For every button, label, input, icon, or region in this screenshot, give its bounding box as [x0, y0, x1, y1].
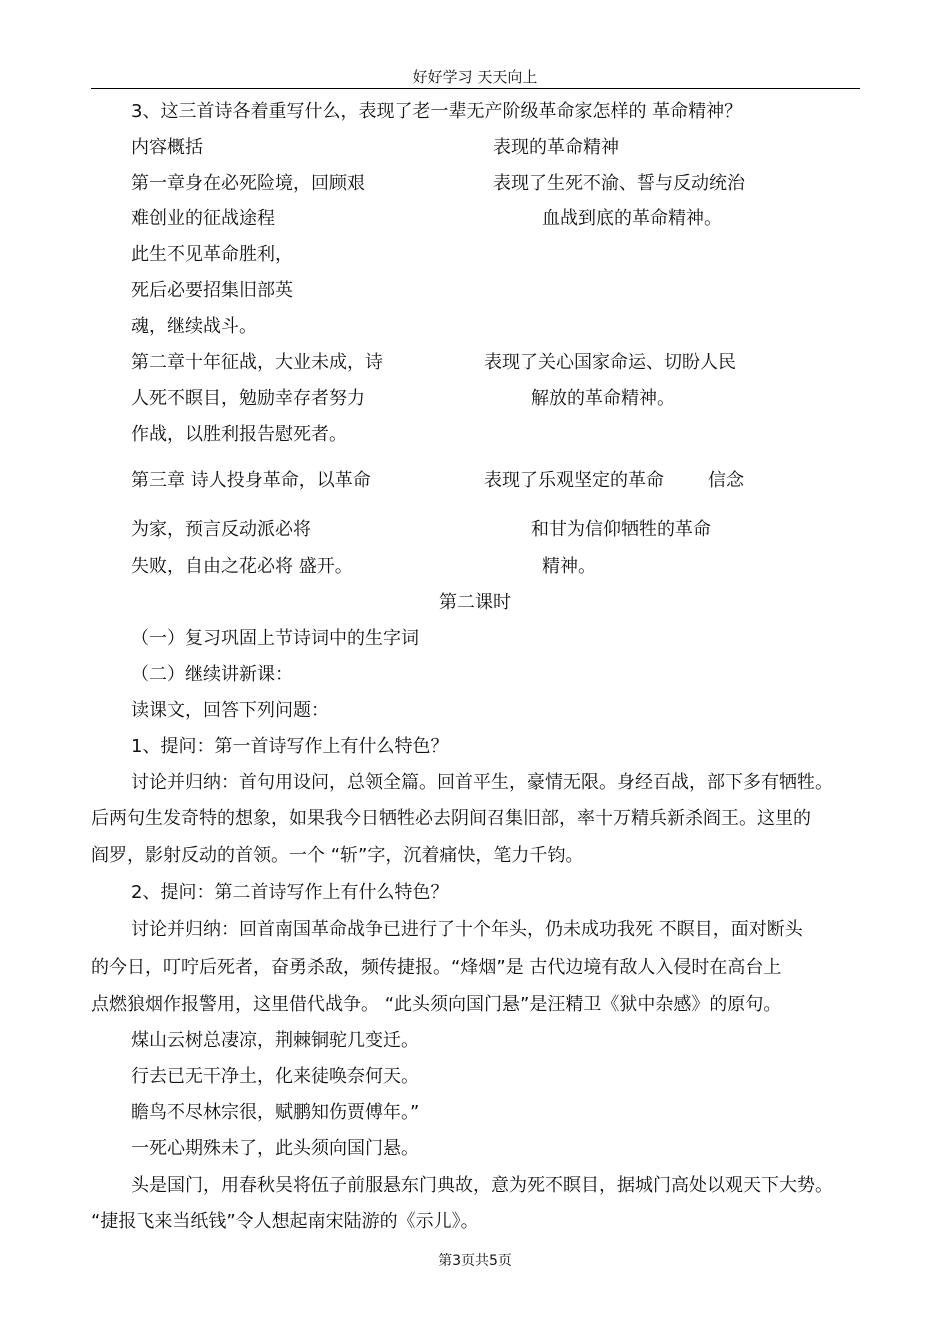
- poem-line: 行去已无干净土，化来徒唤奈何天。: [131, 1066, 419, 1087]
- ch3-content-line: 为家，预言反动派必将: [131, 519, 311, 540]
- ch3-spirit-line: 精神。: [542, 556, 596, 577]
- ch1-content-line: 难创业的征战途程: [131, 208, 275, 229]
- answer-1-line: 阎罗，影射反动的首领。一个 “斩”字，沉着痛快，笔力千钧。: [91, 845, 584, 866]
- poem-line: 一死心期殊未了，此头须向国门悬。: [131, 1138, 419, 1159]
- ch1-content-line: 魂，继续战斗。: [131, 316, 257, 337]
- ch1-content-line: 死后必要招集旧部英: [131, 280, 293, 301]
- closing-line: 头是国门，用春秋吴将伍子前服悬东门典故，意为死不瞑目，据城门高处以观天下大势。: [131, 1175, 833, 1196]
- col-header-content: 内容概括: [131, 137, 203, 158]
- header-rule: [91, 88, 860, 89]
- question-1: 1、提问：第一首诗写作上有什么特色？: [131, 736, 449, 757]
- ch3-content-line: 失败，自由之花必将 盛开。: [131, 556, 353, 577]
- ch2-spirit-line: 表现了关心国家命运、切盼人民: [484, 352, 736, 373]
- ch3-spirit-line: 信念: [708, 470, 744, 491]
- ch2-content-line: 作战，以胜利报告慰死者。: [131, 424, 347, 445]
- ch2-content-line: 人死不瞑目，勉励幸存者努力: [131, 388, 365, 409]
- ch2-content-line: 第二章十年征战，大业未成，诗: [131, 352, 383, 373]
- answer-2-line: 点燃狼烟作报警用，这里借代战争。 “此头须向国门悬”是汪精卫《狱中杂感》的原句。: [91, 994, 782, 1015]
- question-2: 2、提问：第二首诗写作上有什么特色？: [131, 882, 449, 903]
- poem-line: 瞻鸟不尽林宗很，赋鹏知伤贾傅年。”: [131, 1102, 420, 1123]
- item-line: （一）复习巩固上节诗词中的生字词: [131, 628, 419, 649]
- section-title: 第二课时: [439, 592, 511, 613]
- item-line: 读课文，回答下列问题：: [131, 700, 329, 721]
- col-header-spirit: 表现的革命精神: [493, 137, 619, 158]
- ch1-spirit-line: 血战到底的革命精神。: [542, 208, 722, 229]
- page-header: 好好学习 天天向上: [412, 68, 538, 86]
- answer-1-line: 讨论并归纳：首句用设问，总领全篇。回首平生，豪情无限。身经百战，部下多有牺牲。: [131, 772, 833, 793]
- answer-2-line: 的今日，叮咛后死者，奋勇杀敌，频传捷报。“烽烟”是 古代边境有敌人入侵时在高台上: [91, 957, 782, 978]
- answer-1-line: 后两句生发奇特的想象，如果我今日牺牲必去阴间召集旧部，率十万精兵新杀阎王。这里的: [91, 808, 811, 829]
- ch1-spirit-line: 表现了生死不渝、誓与反动统治: [493, 173, 745, 194]
- ch3-spirit-line: 和甘为信仰牺牲的革命: [531, 519, 711, 540]
- answer-2-line: 讨论并归纳：回首南国革命战争已进行了十个年头，仍未成功我死 不瞑目，面对断头: [131, 919, 803, 940]
- ch2-spirit-line: 解放的革命精神。: [531, 388, 675, 409]
- item-line: （二）继续讲新课：: [131, 664, 293, 685]
- ch3-spirit-line: 表现了乐观坚定的革命: [484, 470, 664, 491]
- poem-line: 煤山云树总凄凉，荆棘铜驼几变迁。: [131, 1030, 419, 1051]
- ch1-content-line: 此生不见革命胜利，: [131, 244, 293, 265]
- page-footer: 第3页共5页: [438, 1253, 512, 1269]
- ch3-content-line: 第三章 诗人投身革命，以革命: [131, 470, 371, 491]
- ch1-content-line: 第一章身在必死险境，回顾艰: [131, 173, 365, 194]
- question-3: 3、这三首诗各着重写什么，表现了老一辈无产阶级革命家怎样的 革命精神？: [131, 101, 743, 122]
- closing-line: “捷报飞来当纸钱”令人想起南宋陆游的《示儿》。: [91, 1211, 479, 1232]
